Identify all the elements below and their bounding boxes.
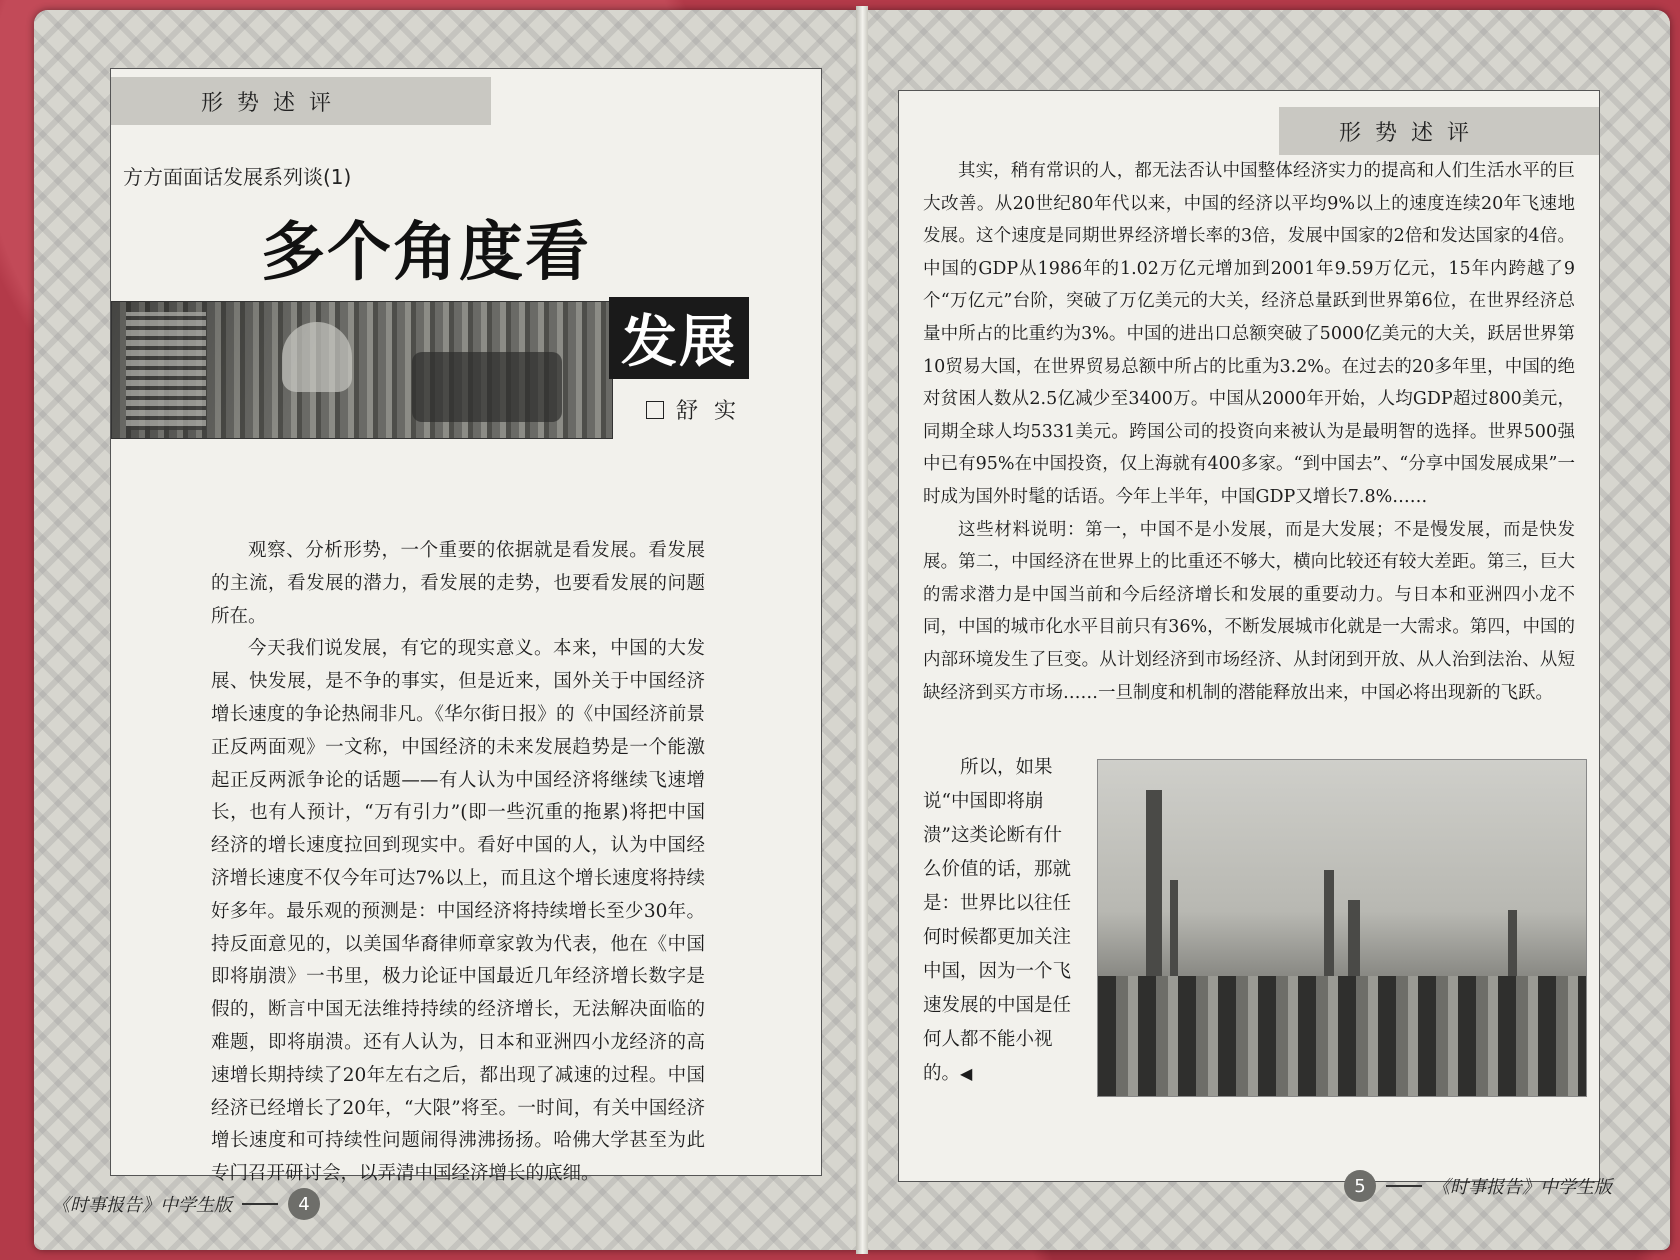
author-name: 舒实 — [676, 399, 753, 424]
right-footer — [1344, 1170, 1612, 1202]
series-title: 方方面面话发展系列谈(1) — [123, 165, 352, 189]
refinery-photo — [1097, 759, 1587, 1097]
left-content-frame — [110, 68, 822, 1185]
paragraph: 这些材料说明：第一，中国不是小发展，而是大发展；不是慢发展，而是快发展。第二，中国经济在世界上的比重还不够大，横向比较还有较大差距。第三，巨大的需求潜力是中国当前和今后经济增长和发展的重要动力。与日本和亚洲四小龙不同，中国的城市化水平目前只有36%，不断发展城市化就是一大需求。第四，中国的内部环境发生了巨变。从计划经济到市场经济、从封闭到开放、从人治到法治、从短缺经济到买方市场……一旦制度和机制的潜能释放出来，中国必将出现新的飞跃。 — [923, 519, 1575, 703]
paragraph: 今天我们说发展，有它的现实意义。本来，中国的大发展、快发展，是不争的事实，但是近来，国外关于中国经济增长速度的争论热闹非凡。《华尔街日报》的《中国经济前景正反两面观》一文称，中国经济的未来发展趋势是一个能激起正反两派争论的话题——有人认为中国经济将继续飞速增长，也有人预计，“万有引力”(即一些沉重的拖累)将把中国经济的增长速度拉回到现实中。看好中国的人，认为中国经济增长速度不仅今年可达7%以上，而且这个增长速度将持续好多年。最乐观的预测是：中国经济将持续增长至少30年。持反面意见的，以美国华裔律师章家敦为代表，他在《中国即将崩溃》一书里，极力论证中国最近几年经济增长数字是假的，断言中国无法维持持续的经济增长，无法解决面临的难题，即将崩溃。还有人认为，日本和亚洲四小龙经济的高速增长期持续了20年左右之后，都出现了减速的过程。中国经济已经增长了20年，“大限”将至。一时间，有关中国经济增长速度和可持续性问题闹得沸沸扬扬。哈佛大学甚至为此专门召开研讨会，以弄清中国经济增长的底细。 — [211, 638, 705, 1185]
harvester-image — [412, 352, 562, 422]
workers-image — [282, 322, 352, 392]
banner-photo — [111, 301, 613, 439]
plant-buildings-image — [1098, 976, 1586, 1096]
left-footer — [52, 1188, 320, 1220]
paragraph: 观察、分析形势，一个重要的依据就是看发展。看发展的主流，看发展的潜力，看发展的走势，也要看发展的问题所在。 — [211, 540, 705, 627]
book-spine — [856, 6, 868, 1254]
title-highlight: 发展 — [609, 297, 749, 379]
paragraph: 其实，稍有常识的人，都无法否认中国整体经济实力的提高和人们生活水平的巨大改善。从20世纪80年代以来，中国的经济以平均9%以上的速度连续20年飞速地发展。这个速度是同期世界经济增长率的3倍，发展中国家的2倍和发达国家的4倍。中国的GDP从1986年的1.02万亿元增加到2001年9.59万亿元，15年内跨越了9个“万亿元”台阶，突破了万亿美元的大关，经济总量跃到世界第6位，在世界经济总量中所占的比重约为3%。中国的进出口总额突破了5000亿美元的大关，跃居世界第10贸易大国，在世界贸易总额中所占的比重为3.2%。在过去的20多年里，中国的绝对贫困人数从2.5亿减少至3400万。中国从2000年开始，人均GDP超过800美元，同期全球人均5331美元。跨国公司的投资向来被认为是最明智的选择。世界500强中已有95%在中国投资，仅上海就有400多家。“到中国去”、“分享中国发展成果”一时成为国外时髦的话语。今年上半年，中国GDP又增长7.8%…… — [923, 161, 1575, 507]
right-article-body — [923, 155, 1575, 709]
author-box-icon — [646, 401, 664, 419]
footer-title: 《时事报告》中学生版 — [52, 1195, 232, 1216]
footer-title: 《时事报告》中学生版 — [1432, 1177, 1612, 1198]
right-page — [862, 10, 1670, 1250]
side-column-text — [923, 751, 1075, 1091]
end-mark-icon: ◀ — [960, 1064, 973, 1083]
page-number: 5 — [1344, 1170, 1376, 1202]
paragraph: 所以，如果说“中国即将崩溃”这类论断有什么价值的话，那就是：世界比以往任何时候都更加关注中国，因为一个飞速发展的中国是任何人都不能小视的。 — [923, 757, 1072, 1084]
left-article-body — [211, 535, 705, 1191]
article-title: 多个角度看 — [261, 216, 591, 290]
right-content-frame — [898, 90, 1600, 1182]
section-header: 形势述评 — [111, 77, 491, 125]
author-line — [646, 394, 752, 425]
section-header: 形势述评 — [1279, 107, 1599, 155]
left-page — [34, 10, 860, 1250]
factory-pipes-image — [126, 312, 206, 430]
page-number: 4 — [288, 1188, 320, 1220]
footer-rule — [242, 1203, 278, 1205]
footer-rule — [1386, 1185, 1422, 1187]
